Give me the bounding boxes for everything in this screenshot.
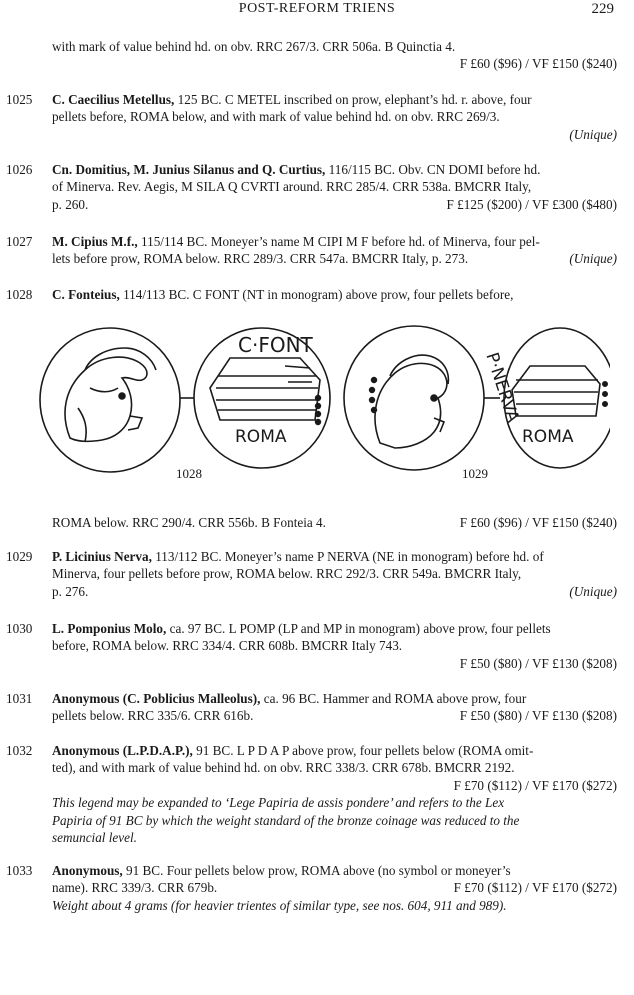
page-header bbox=[0, 0, 634, 22]
entry-price: (Unique) bbox=[569, 126, 617, 142]
entry-name: Anonymous, bbox=[52, 863, 123, 878]
entry-name: P. Licinius Nerva, bbox=[52, 549, 152, 564]
entry-line: lets before prow, ROMA below. RRC 289/3. CRR 547a. BMCRR Italy, p. 273. bbox=[52, 251, 469, 267]
entry-price: F £60 ($96) / VF £150 ($240) bbox=[459, 515, 617, 530]
entry-line: name). RRC 339/3. CRR 679b. bbox=[52, 880, 218, 896]
entry-note: This legend may be expanded to ‘Lege Papiria de assis pondere’ and refers to the Lex bbox=[52, 795, 505, 811]
entry-line: Minerva, four pellets before prow, ROMA below. RRC 292/3. CRR 549a. BMCRR Italy, bbox=[52, 566, 522, 582]
coin-inscription: P·NERVA bbox=[481, 350, 523, 425]
entry-line: pellets before, ROMA below, and with mark of value behind hd. on obv. RRC 269/3. bbox=[52, 109, 500, 125]
entry-line: ted), and with mark of value behind hd. on obv. RRC 338/3. CRR 678b. BMCRR 2192. bbox=[52, 760, 515, 776]
entry-note: Papiria of 91 BC by which the weight standard of the bronze coinage was reduced to the bbox=[52, 812, 520, 828]
entry-line: pellets below. RRC 335/6. CRR 616b. bbox=[52, 708, 254, 724]
entry-line: 91 BC. Four pellets below prow, ROMA above (no symbol or moneyer’s bbox=[126, 863, 511, 878]
entry-line: p. 260. bbox=[52, 196, 89, 212]
coin-inscription: C·FONT bbox=[238, 333, 313, 357]
entry-number: 1033 bbox=[6, 863, 33, 878]
entry-number: 1025 bbox=[6, 92, 33, 107]
entry-number: 1030 bbox=[6, 621, 33, 636]
entry-name: C. Fonteius, bbox=[52, 287, 120, 302]
entry-note: semuncial level. bbox=[52, 830, 137, 846]
entry-name: M. Cipius M.f., bbox=[52, 234, 138, 249]
entry-line: before, ROMA below. RRC 334/4. CRR 608b. BMCRR Italy 743. bbox=[52, 638, 403, 654]
entry-number: 1026 bbox=[6, 162, 33, 177]
coin-inscription: ROMA bbox=[235, 427, 287, 447]
entry-price: F £50 ($80) / VF £130 ($208) bbox=[459, 708, 617, 724]
entry-note: Weight about 4 grams (for heavier trientes of similar type, see nos. 604, 911 and 989). bbox=[52, 897, 507, 913]
entry-price: F £70 ($112) / VF £170 ($272) bbox=[453, 777, 617, 793]
entry-name: C. Caecilius Metellus, bbox=[52, 92, 175, 107]
entry-price: F £125 ($200) / VF £300 ($480) bbox=[446, 196, 617, 212]
figure-label-1029: 1029 bbox=[462, 466, 488, 481]
entry-price: (Unique) bbox=[569, 251, 617, 267]
entry-number: 1027 bbox=[6, 234, 33, 249]
entry-number: 1031 bbox=[6, 691, 33, 706]
entry-line: 114/113 BC. C FONT (NT in monogram) above prow, four pellets before, bbox=[123, 287, 514, 302]
running-title: POST-REFORM TRIENS bbox=[238, 1, 396, 16]
coin-1029-reverse bbox=[504, 328, 610, 468]
entry-line: 113/112 BC. Moneyer’s name P NERVA (NE in monogram) before hd. of bbox=[155, 549, 544, 564]
entry-number: 1029 bbox=[6, 549, 33, 564]
entry-line: of Minerva. Rev. Aegis, M SILA Q CVRTI around. RRC 285/4. CRR 538a. BMCRR Italy, bbox=[52, 179, 532, 195]
coin-1028-obverse bbox=[40, 328, 180, 472]
entry-line: ca. 97 BC. L POMP (LP and MP in monogram) above prow, four pellets bbox=[169, 621, 551, 636]
entry-line: ROMA below. RRC 290/4. CRR 556b. B Fonteia 4. bbox=[52, 515, 326, 530]
entry-number: 1028 bbox=[6, 287, 33, 302]
entry-line: ca. 96 BC. Hammer and ROMA above prow, four bbox=[263, 691, 527, 706]
entry-price: F £60 ($96) / VF £150 ($240) bbox=[459, 56, 617, 72]
entry-name: Anonymous (L.P.D.A.P.), bbox=[52, 743, 193, 758]
entry-line: 91 BC. L P D A P above prow, four pellets below (ROMA omit- bbox=[196, 743, 534, 758]
entry-line: with mark of value behind hd. on obv. RRC 267/3. CRR 506a. B Quinctia 4. bbox=[52, 39, 456, 54]
coin-illustrations bbox=[30, 318, 610, 488]
entry-price: (Unique) bbox=[569, 583, 617, 599]
entry-name: Anonymous (C. Poblicius Malleolus), bbox=[52, 691, 261, 706]
entry-number: 1032 bbox=[6, 743, 33, 758]
coin-inscription: ROMA bbox=[522, 427, 574, 447]
entry-name: Cn. Domitius, M. Junius Silanus and Q. Curtius, bbox=[52, 162, 326, 177]
entry-line: 125 BC. C METEL inscribed on prow, elephant’s hd. r. above, four bbox=[177, 92, 532, 107]
entry-price: F £70 ($112) / VF £170 ($272) bbox=[453, 880, 617, 896]
entry-line: p. 276. bbox=[52, 583, 89, 599]
entry-line: 116/115 BC. Obv. CN DOMI before hd. bbox=[328, 162, 541, 177]
entry-price: F £50 ($80) / VF £130 ($208) bbox=[459, 655, 617, 671]
coin-1028-reverse bbox=[194, 328, 330, 468]
page-number: 229 bbox=[591, 1, 614, 17]
entry-name: L. Pomponius Molo, bbox=[52, 621, 167, 636]
entry-line: 115/114 BC. Moneyer’s name M CIPI M F before hd. of Minerva, four pel- bbox=[141, 234, 540, 249]
figure-label-1028: 1028 bbox=[176, 466, 202, 481]
